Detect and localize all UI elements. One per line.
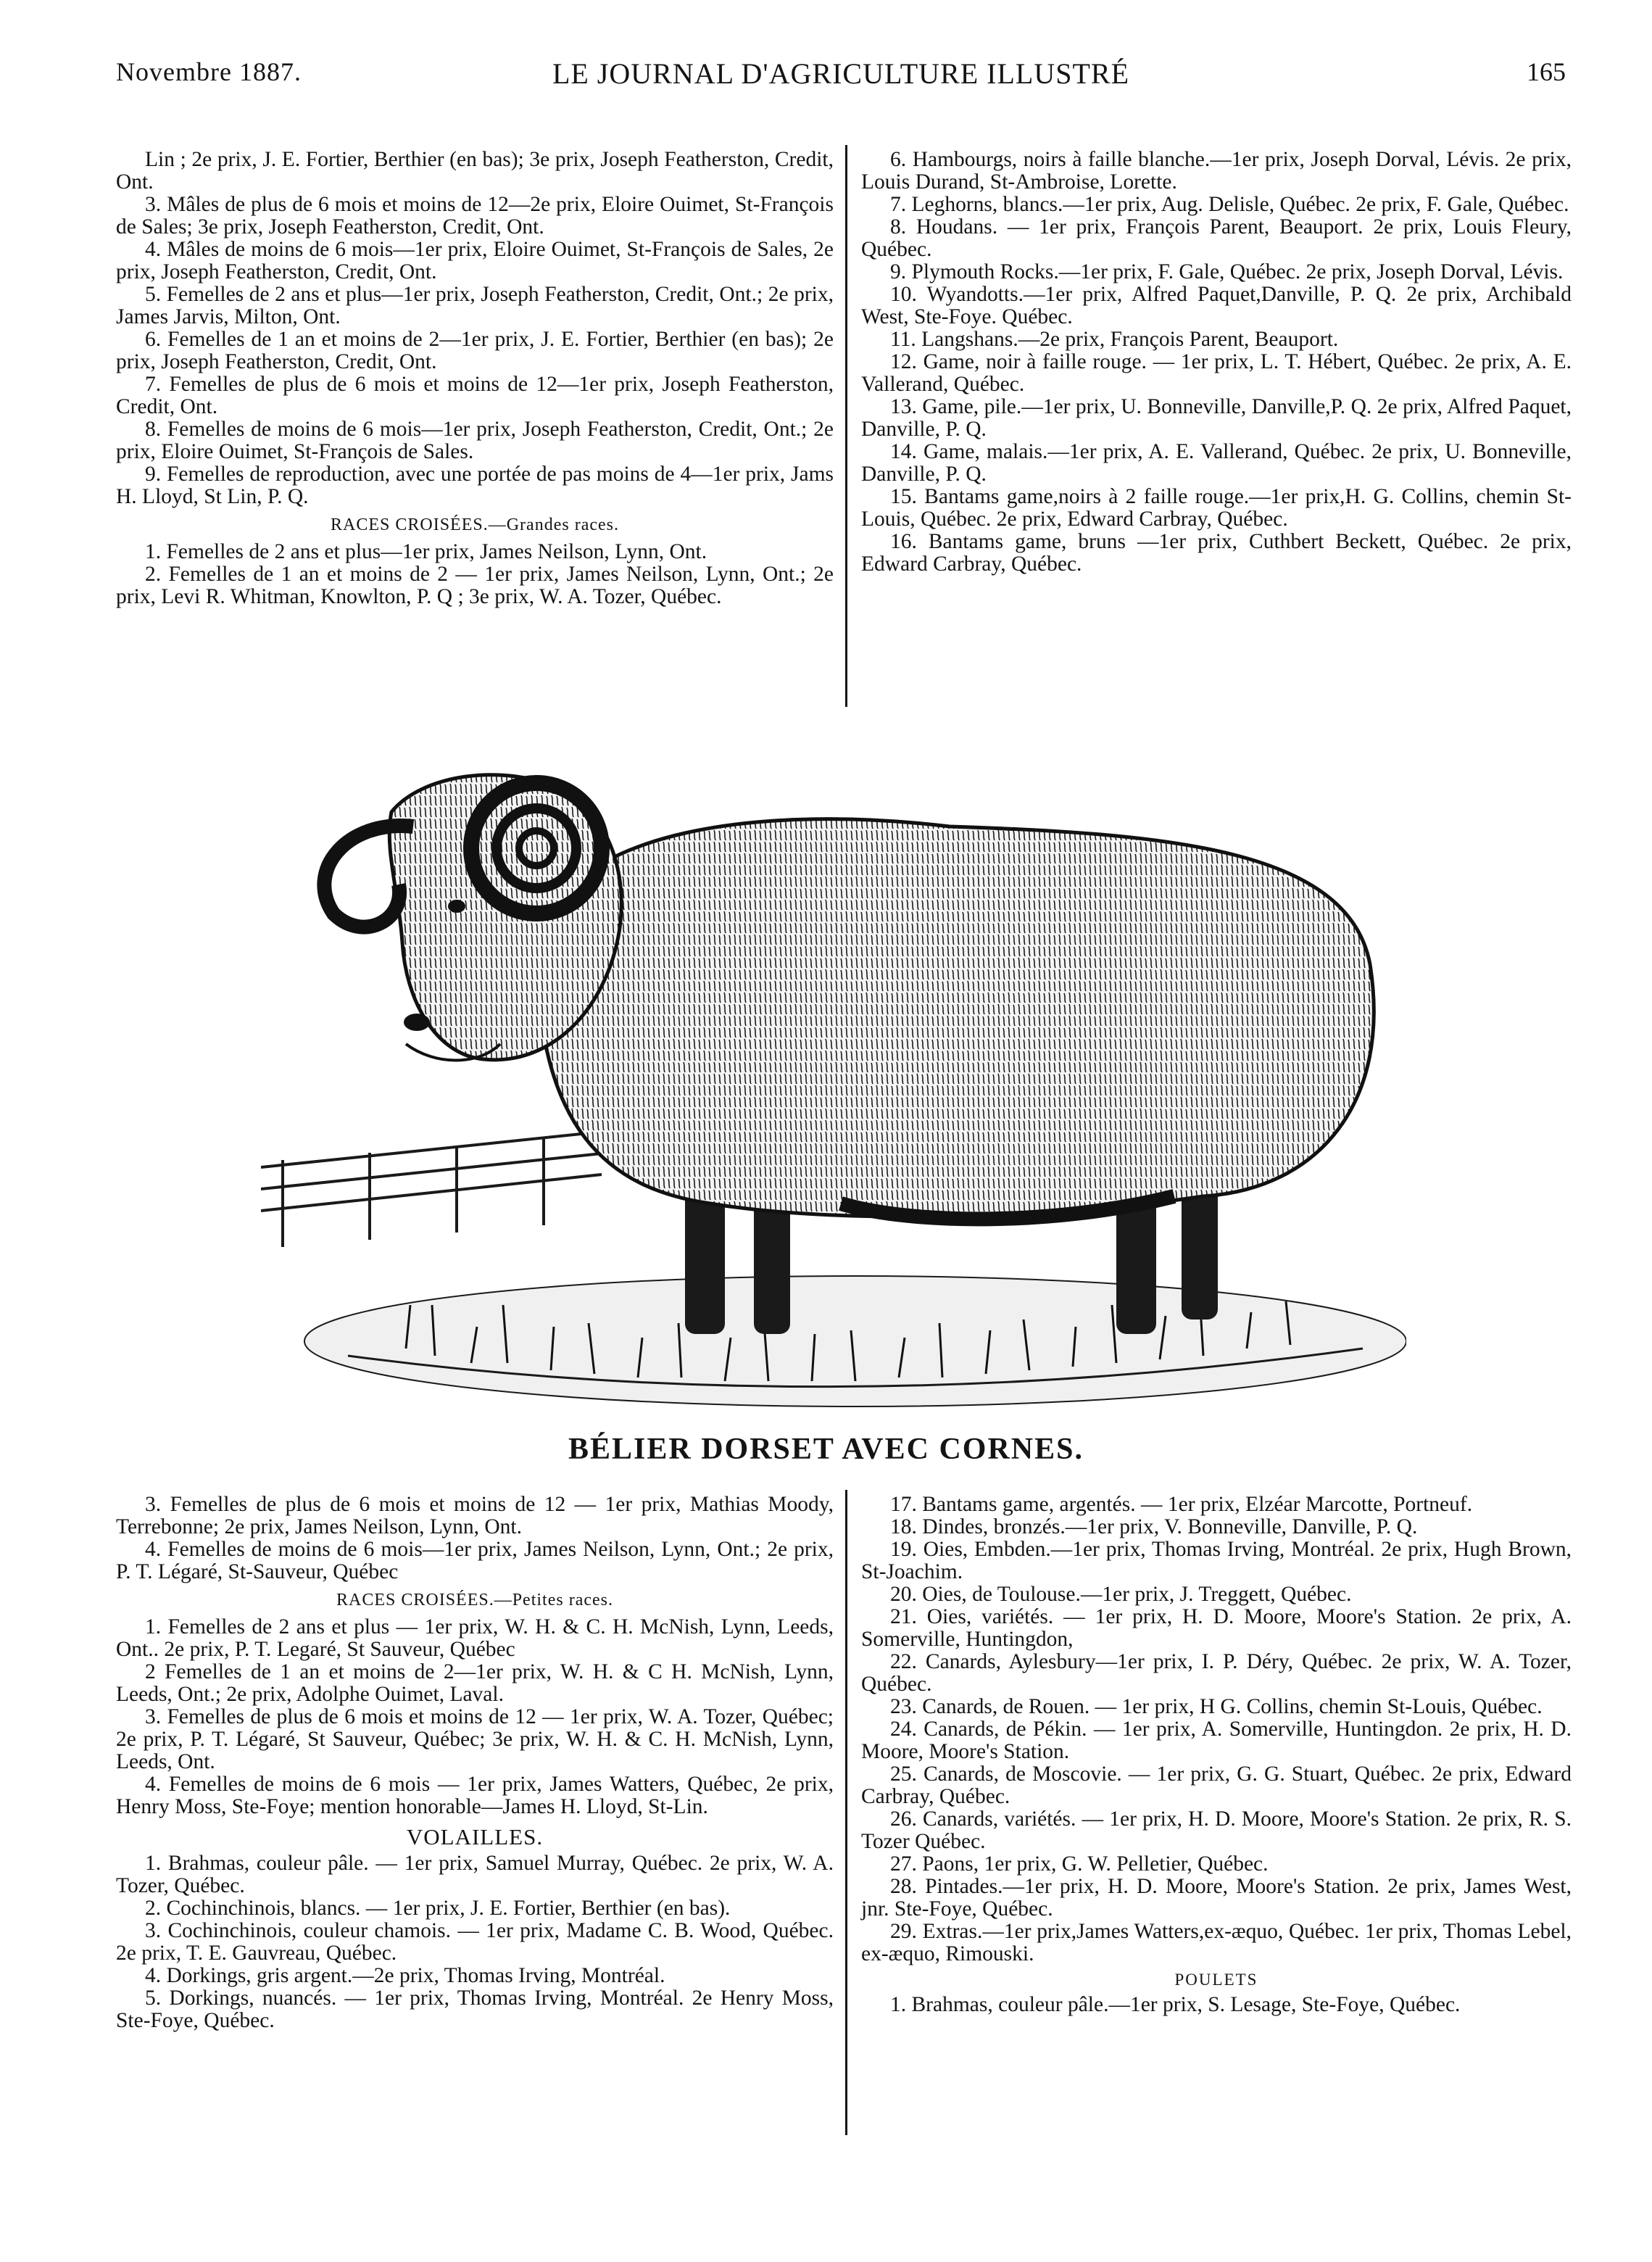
- illustration-caption: BÉLIER DORSET AVEC CORNES.: [568, 1433, 1084, 1466]
- paragraph: 3. Cochinchinois, couleur chamois. — 1er prix, Madame C. B. Wood, Québec. 2e prix, T. E. Gauvreau, Québec.: [116, 1919, 834, 1965]
- paragraph: 5. Femelles de 2 ans et plus—1er prix, Joseph Featherston, Credit, Ont.; 2e prix, James Jarvis, Milton, Ont.: [116, 283, 834, 328]
- paragraph: 23. Canards, de Rouen. — 1er prix, H G. Collins, chemin St-Louis, Québec.: [890, 1695, 1543, 1718]
- grass-ground: [304, 1276, 1406, 1406]
- paragraph: 22. Canards, Aylesbury—1er prix, I. P. Déry, Québec. 2e prix, W. A. Tozer, Québec.: [861, 1650, 1572, 1696]
- paragraph: 25. Canards, de Moscovie. — 1er prix, G. G. Stuart, Québec. 2e prix, Edward Carbray, Québec.: [861, 1762, 1572, 1808]
- paragraph: 1. Femelles de 2 ans et plus—1er prix, James Neilson, Lynn, Ont.: [145, 540, 707, 563]
- paragraph: 1. Brahmas, couleur pâle.—1er prix, S. Lesage, Ste-Foye, Québec.: [890, 1993, 1461, 2016]
- paragraph: 4. Femelles de moins de 6 mois—1er prix, James Neilson, Lynn, Ont.; 2e prix, P. T. Légaré, St-Sauveur, Québec: [116, 1538, 834, 1583]
- ram-illustration: [261, 725, 1406, 1421]
- column-bottom-left: [116, 1494, 834, 2032]
- paragraph: 17. Bantams game, argentés. — 1er prix, Elzéar Marcotte, Portneuf.: [890, 1493, 1473, 1516]
- paragraph: 14. Game, malais.—1er prix, A. E. Vallerand, Québec. 2e prix, U. Bonneville, Danville, P. Q.: [861, 440, 1572, 486]
- paragraph: 2. Cochinchinois, blancs. — 1er prix, J. E. Fortier, Berthier (en bas).: [145, 1897, 731, 1920]
- paragraph: 4. Mâles de moins de 6 mois—1er prix, Eloire Ouimet, St-François de Sales, 2e prix, Joseph Featherston, Credit, Ont.: [116, 238, 834, 283]
- paragraph: 18. Dindes, bronzés.—1er prix, V. Bonneville, Danville, P. Q.: [890, 1515, 1418, 1538]
- paragraph: 19. Oies, Embden.—1er prix, Thomas Irving, Montréal. 2e prix, Hugh Brown, St-Joachim.: [861, 1538, 1572, 1583]
- paragraph: 3. Femelles de plus de 6 mois et moins de 12 — 1er prix, Mathias Moody, Terrebonne; 2e prix, James Neilson, Lynn, Ont.: [116, 1493, 834, 1538]
- paragraph: 26. Canards, variétés. — 1er prix, H. D. Moore, Moore's Station. 2e prix, R. S. Tozer Québec.: [861, 1807, 1572, 1853]
- paragraph: 3. Femelles de plus de 6 mois et moins de 12 — 1er prix, W. A. Tozer, Québec; 2e prix, P. T. Légaré, St Sauveur, Québec; 3e prix, W. H. & C. H. McNish, Lynn, Leeds, Ont.: [116, 1705, 834, 1773]
- paragraph: 5. Dorkings, nuancés. — 1er prix, Thomas Irving, Montréal. 2e Henry Moss, Ste-Foye, Québec.: [116, 1986, 834, 2032]
- column-top-right: [861, 149, 1572, 576]
- page-header: [116, 57, 1566, 107]
- paragraph: 13. Game, pile.—1er prix, U. Bonneville, Danville,P. Q. 2e prix, Alfred Paquet, Danville, P. Q.: [861, 395, 1572, 441]
- subsection-heading: RACES CROISÉES.—Grandes races.: [331, 515, 619, 534]
- paragraph: 12. Game, noir à faille rouge. — 1er prix, L. T. Hébert, Québec. 2e prix, A. E. Vallerand, Québec.: [861, 350, 1572, 396]
- paragraph: 7. Femelles de plus de 6 mois et moins de 12—1er prix, Joseph Featherston, Credit, Ont.: [116, 373, 834, 418]
- paragraph: 27. Paons, 1er prix, G. W. Pelletier, Québec.: [890, 1852, 1269, 1876]
- paragraph: 2. Femelles de 1 an et moins de 2 — 1er prix, James Neilson, Lynn, Ont.; 2e prix, Levi R. Whitman, Knowlton, P. Q ; 3e prix, W. A. Tozer, Québec.: [116, 563, 834, 608]
- header-date: Novembre 1887.: [116, 57, 302, 86]
- fence: [261, 1131, 609, 1247]
- page-number: 165: [1527, 57, 1566, 86]
- column-bottom-right: [861, 1494, 1572, 2016]
- paragraph: 4. Dorkings, gris argent.—2e prix, Thomas Irving, Montréal.: [145, 1964, 665, 1987]
- column-divider: [845, 1490, 847, 2135]
- paragraph: 8. Femelles de moins de 6 mois—1er prix, Joseph Featherston, Credit, Ont.; 2e prix, Eloire Ouimet, St-François de Sales.: [116, 418, 834, 463]
- ram-body: [536, 819, 1374, 1217]
- section-heading-volailles: VOLAILLES.: [406, 1824, 544, 1849]
- subsection-heading: RACES CROISÉES.—Petites races.: [336, 1591, 613, 1610]
- paragraph: 1. Femelles de 2 ans et plus — 1er prix, W. H. & C. H. McNish, Lynn, Leeds, Ont.. 2e prix, P. T. Legaré, St Sauveur, Québec: [116, 1615, 834, 1661]
- paragraph: 29. Extras.—1er prix,James Watters,ex-æquo, Québec. 1er prix, Thomas Lebel, ex-æquo, Rimouski.: [861, 1920, 1572, 1965]
- subsection-heading-poulets: POULETS: [1174, 1971, 1258, 1989]
- paragraph: 3. Mâles de plus de 6 mois et moins de 12—2e prix, Eloire Ouimet, St-François de Sales; 3e prix, Joseph Featherston, Credit, Ont.: [116, 193, 834, 239]
- paragraph: 9. Plymouth Rocks.—1er prix, F. Gale, Québec. 2e prix, Joseph Dorval, Lévis.: [890, 260, 1564, 283]
- paragraph: 9. Femelles de reproduction, avec une portée de pas moins de 4—1er prix, Jams H. Lloyd, St Lin, P. Q.: [116, 463, 834, 508]
- paragraph: 28. Pintades.—1er prix, H. D. Moore, Moore's Station. 2e prix, James West, jnr. Ste-Foye, Québec.: [861, 1875, 1572, 1921]
- column-divider: [845, 145, 847, 707]
- journal-title: LE JOURNAL D'AGRICULTURE ILLUSTRÉ: [552, 57, 1130, 90]
- paragraph: 6. Femelles de 1 an et moins de 2—1er prix, J. E. Fortier, Berthier (en bas); 2e prix, Joseph Featherston, Credit, Ont.: [116, 328, 834, 373]
- paragraph: 10. Wyandotts.—1er prix, Alfred Paquet,Danville, P. Q. 2e prix, Archibald West, Ste-Foye. Québec.: [861, 283, 1572, 328]
- paragraph: 6. Hambourgs, noirs à faille blanche.—1er prix, Joseph Dorval, Lévis. 2e prix, Louis Durand, St-Ambroise, Lorette.: [861, 148, 1572, 194]
- paragraph: 20. Oies, de Toulouse.—1er prix, J. Treggett, Québec.: [890, 1583, 1352, 1606]
- paragraph: Lin ; 2e prix, J. E. Fortier, Berthier (en bas); 3e prix, Joseph Featherston, Credit, Ont.: [116, 148, 834, 194]
- paragraph: 21. Oies, variétés. — 1er prix, H. D. Moore, Moore's Station. 2e prix, A. Somerville, Huntingdon,: [861, 1605, 1572, 1651]
- paragraph: 15. Bantams game,noirs à 2 faille rouge.—1er prix,H. G. Collins, chemin St-Louis, Québec. 2e prix, Edward Carbray, Québec.: [861, 485, 1572, 531]
- paragraph: 7. Leghorns, blancs.—1er prix, Aug. Delisle, Québec. 2e prix, F. Gale, Québec.: [890, 193, 1569, 216]
- paragraph: 24. Canards, de Pékin. — 1er prix, A. Somerville, Huntingdon. 2e prix, H. D. Moore, Moore's Station.: [861, 1718, 1572, 1763]
- paragraph: 8. Houdans. — 1er prix, François Parent, Beauport. 2e prix, Louis Fleury, Québec.: [861, 215, 1572, 261]
- paragraph: 1. Brahmas, couleur pâle. — 1er prix, Samuel Murray, Québec. 2e prix, W. A. Tozer, Québec.: [116, 1852, 834, 1897]
- paragraph: 16. Bantams game, bruns —1er prix, Cuthbert Beckett, Québec. 2e prix, Edward Carbray, Québec.: [861, 530, 1572, 576]
- paragraph: 2 Femelles de 1 an et moins de 2—1er prix, W. H. & C H. McNish, Lynn, Leeds, Ont.; 2e prix, Adolphe Ouimet, Laval.: [116, 1660, 834, 1706]
- column-top-left: [116, 149, 834, 608]
- paragraph: 4. Femelles de moins de 6 mois — 1er prix, James Watters, Québec, 2e prix, Henry Moss, Ste-Foye; mention honorable—James H. Lloyd, St-Lin.: [116, 1773, 834, 1818]
- paragraph: 11. Langshans.—2e prix, François Parent, Beauport.: [890, 328, 1339, 351]
